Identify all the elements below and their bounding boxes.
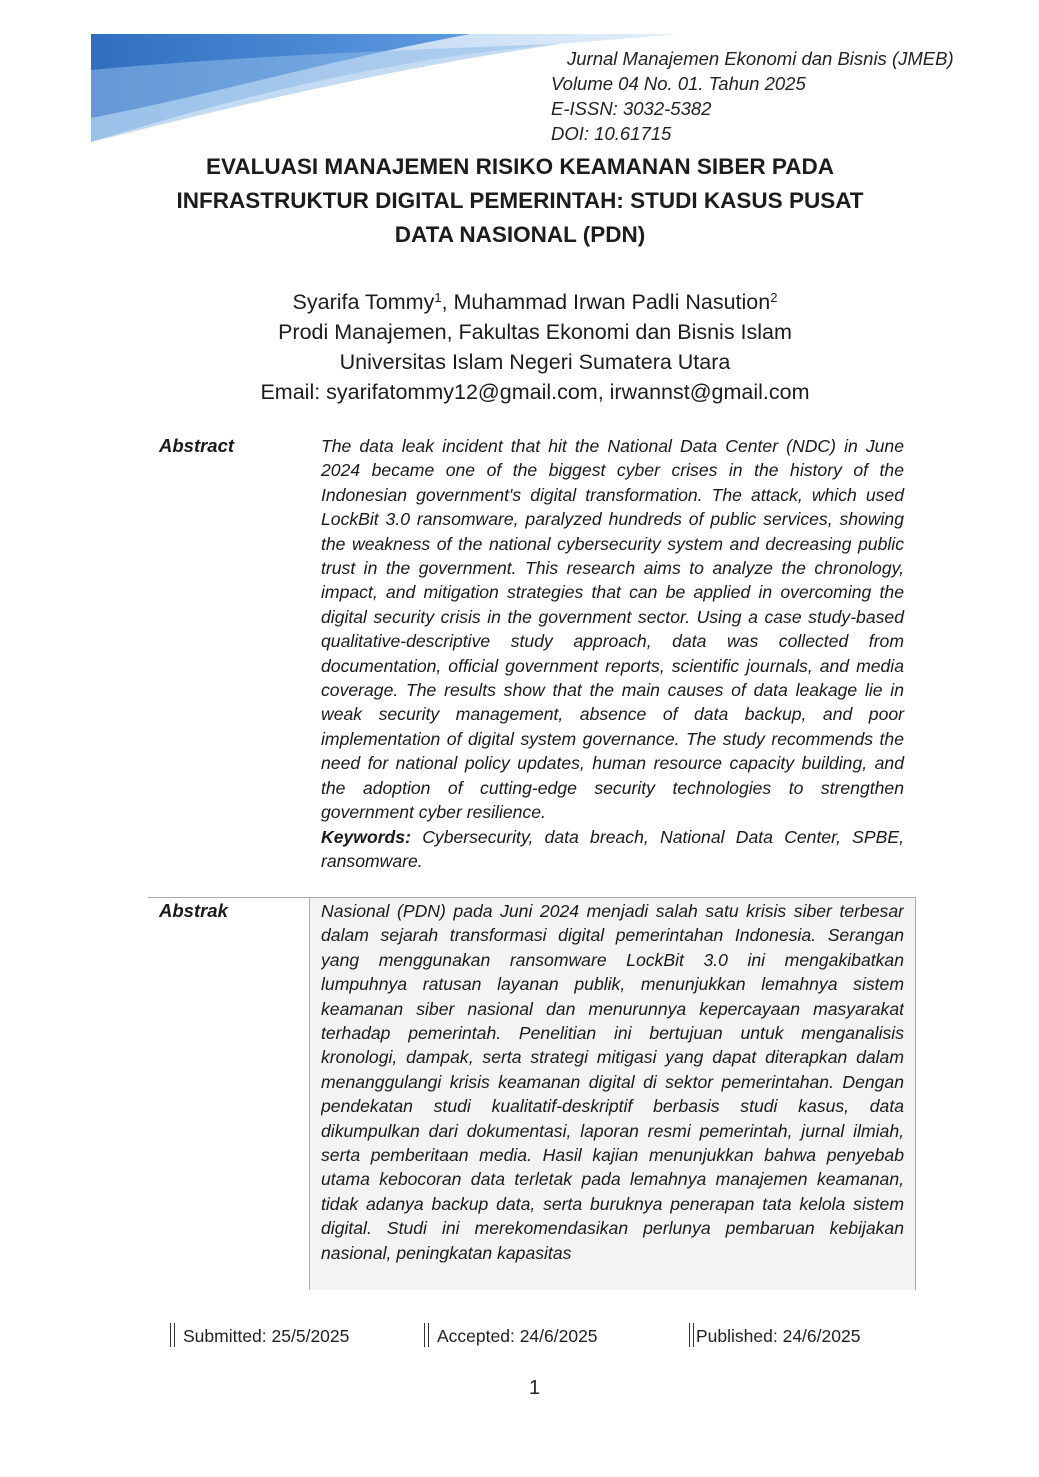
- divider: [309, 897, 310, 1290]
- abstract-label: Abstract: [159, 435, 235, 456]
- journal-info: [551, 46, 954, 146]
- title-line: DATA NASIONAL (PDN): [394, 222, 646, 247]
- accepted-date: [424, 1322, 598, 1350]
- author-name: Muhammad Irwan Padli Nasution: [453, 290, 771, 314]
- journal-name: Jurnal Manajemen Ekonomi dan Bisnis (JMEB): [567, 48, 954, 69]
- bar-marker: [170, 1323, 175, 1347]
- submitted-text: Submitted: 25/5/2025: [183, 1326, 350, 1346]
- author-name: Syarifa Tommy: [292, 290, 435, 314]
- bar-marker: [689, 1323, 694, 1347]
- journal-doi: DOI: 10.61715: [551, 123, 672, 144]
- published-date: [689, 1322, 860, 1350]
- divider: [915, 897, 916, 1290]
- abstrak-text: Nasional (PDN) pada Juni 2024 menjadi salah satu krisis siber terbesar dalam sejarah transformasi digital pemerintahan Indonesia. Serangan yang menggunakan ransomware LockBit 3.0 ini mengakibatkan lumpuhnya ratusan layanan publik, menunjukkan lemahnya sistem keamanan siber nasional dan menurunnya kepercayaan masyarakat terhadap pemerintah. Penelitian ini bertujuan untuk menganalisis kronologi, dampak, serta strategi mitigasi yang dapat diterapkan dalam menanggulangi krisis keamanan digital di sektor pemerintahan. Dengan pendekatan studi kualitatif-deskriptif berbasis studi kasus, data dikumpulkan dari dokumentasi, laporan resmi pemerintah, jurnal ilmiah, serta pemberitaan media. Hasil kajian menunjukkan bahwa penyebab utama kebocoran data terletak pada lemahnya manajemen keamanan, tidak adanya backup data, serta buruknya penerapan tata kelola sistem digital. Studi ini merekomendasikan perlunya pembaruan kebijakan nasional, peningkatan kapasitas: [321, 901, 904, 1263]
- abstract-text: [321, 434, 904, 873]
- affiliation: Universitas Islam Negeri Sumatera Utara: [339, 350, 731, 374]
- author-affiliation-mark: 2: [770, 290, 778, 305]
- title-line: INFRASTRUKTUR DIGITAL PEMERINTAH: STUDI KASUS PUSAT: [176, 188, 864, 213]
- author-names: [100, 283, 970, 317]
- submitted-date: [170, 1322, 349, 1350]
- author-separator: ,: [441, 290, 454, 314]
- published-text: Published: 24/6/2025: [696, 1326, 861, 1346]
- journal-volume: Volume 04 No. 01. Tahun 2025: [551, 73, 806, 94]
- author-block: [100, 283, 970, 407]
- abstrak-label: Abstrak: [159, 900, 228, 921]
- page-number: 1: [528, 1377, 541, 1399]
- divider: [148, 897, 916, 898]
- journal-eissn: E-ISSN: 3032-5382: [551, 98, 712, 119]
- title-line: EVALUASI MANAJEMEN RISIKO KEAMANAN SIBER PADA: [206, 154, 834, 179]
- abstract-body: The data leak incident that hit the National Data Center (NDC) in June 2024 became one of the biggest cyber crises in the history of the Indonesian government's digital transformation. The attack, which used LockBit 3.0 ransomware, paralyzed hundreds of public services, showing the weakness of the national cybersecurity system and decreasing public trust in the government. This research aims to analyze the chronology, impact, and mitigation strategies that can be applied in overcoming the digital security crisis in the government sector. Using a case study-based qualitative-descriptive study approach, data was collected from documentation, official government reports, scientific journals, and media coverage. The results show that the main causes of data leakage lie in weak security management, absence of data backup, and poor implementation of digital system governance. The study recommends the need for national policy updates, human resource capacity building, and the adoption of cutting-edge security technologies to strengthen government cyber resilience.: [321, 436, 904, 823]
- keywords-label: Keywords:: [321, 826, 411, 847]
- bar-marker: [424, 1323, 429, 1347]
- affiliation: Prodi Manajemen, Fakultas Ekonomi dan Bisnis Islam: [278, 320, 792, 344]
- author-affiliation-mark: 1: [434, 290, 442, 305]
- keywords-text: Cybersecurity, data breach, National Data Center, SPBE, ransomware.: [321, 826, 904, 871]
- paper-title: [120, 150, 920, 252]
- author-email: Email: syarifatommy12@gmail.com, irwannst@gmail.com: [260, 380, 810, 404]
- accepted-text: Accepted: 24/6/2025: [437, 1326, 598, 1346]
